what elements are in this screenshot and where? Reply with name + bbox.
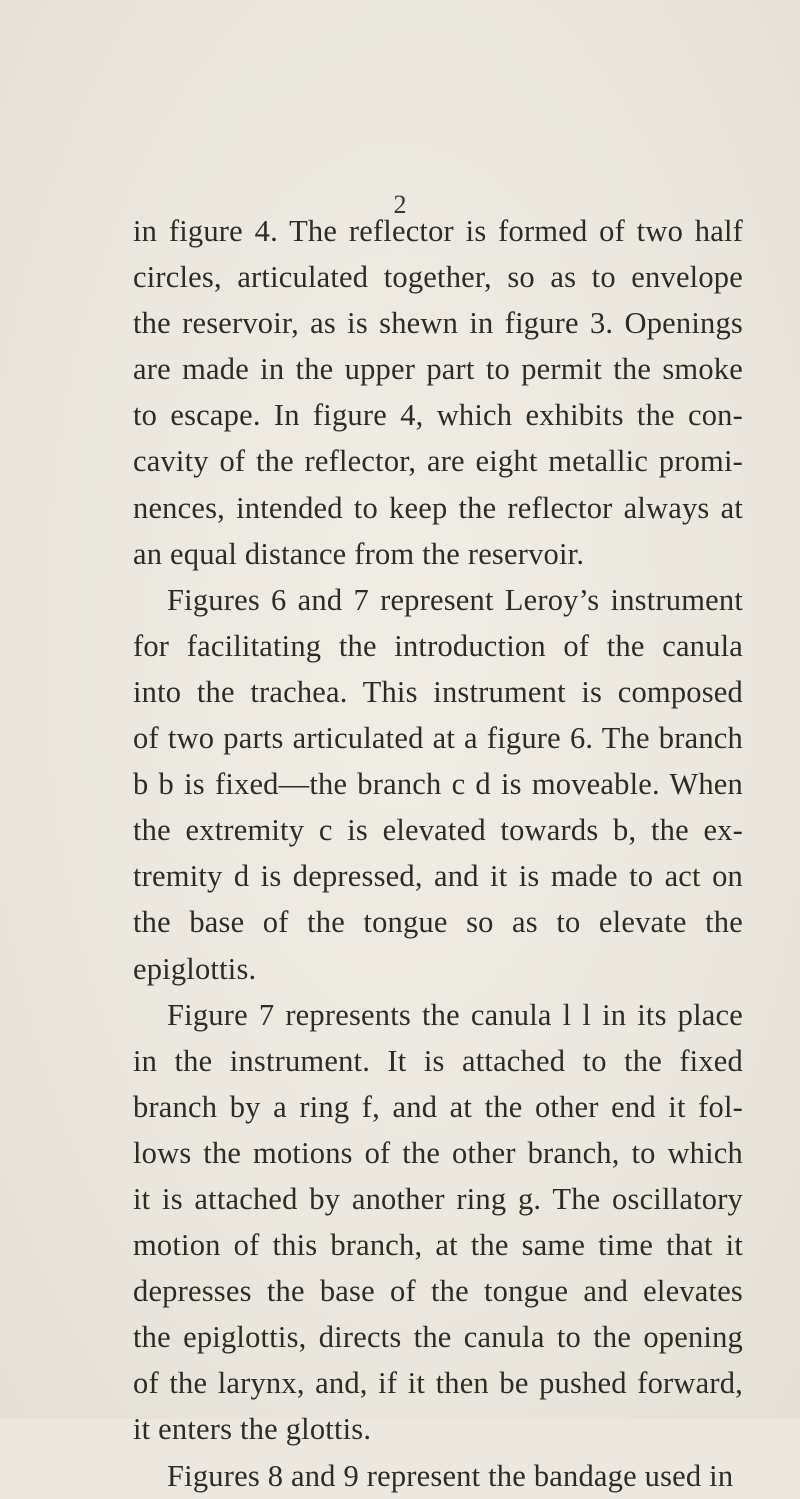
text-line: are made in the upper part to permit the smoke: [133, 352, 743, 387]
text-line: motion of this branch, at the same time that it: [133, 1228, 743, 1263]
text-line: in the instrument. It is attached to the fixed: [133, 1043, 743, 1078]
text-line: circles, articulated together, so as to envelope: [133, 260, 743, 295]
body-text: [133, 208, 743, 1499]
text-line: epiglottis.: [133, 951, 257, 986]
text-line: depresses the base of the tongue and elevates: [133, 1274, 743, 1309]
text-line: for facilitating the introduction of the canula: [133, 628, 743, 663]
text-line: it enters the glottis.: [133, 1412, 372, 1447]
text-line: cavity of the reflector, are eight metallic promi-: [133, 444, 743, 479]
page-number: 2: [393, 190, 407, 219]
text-line: branch by a ring f, and at the other end it fol-: [133, 1089, 743, 1124]
text-line: of two parts articulated at a figure 6. The branch: [133, 721, 743, 756]
text-line: tremity d is depressed, and it is made to act on: [133, 859, 743, 894]
text-line: Figures 8 and 9 represent the bandage used in: [167, 1458, 734, 1493]
text-line: it is attached by another ring g. The oscillatory: [133, 1181, 743, 1216]
text-line: an equal distance from the reservoir.: [133, 536, 585, 571]
text-line: b b is fixed—the branch c d is moveable. When: [133, 767, 743, 802]
text-line: the reservoir, as is shewn in figure 3. Openings: [133, 306, 743, 341]
text-line: of the larynx, and, if it then be pushed forward,: [133, 1366, 743, 1401]
text-line: the epiglottis, directs the canula to the opening: [133, 1320, 743, 1355]
text-line: Figure 7 represents the canula l l in its place: [167, 997, 743, 1032]
text-line: to escape. In figure 4, which exhibits the con-: [133, 398, 743, 433]
text-line: nences, intended to keep the reflector always at: [133, 490, 743, 525]
text-line: lows the motions of the other branch, to which: [133, 1135, 743, 1170]
text-line: into the trachea. This instrument is composed: [133, 674, 743, 709]
text-line: in figure 4. The reflector is formed of two half: [133, 214, 743, 248]
text-line: the extremity c is elevated towards b, the ex-: [133, 813, 743, 848]
text-line: Figures 6 and 7 represent Leroy’s instrument: [167, 582, 743, 617]
text-line: the base of the tongue so as to elevate the: [133, 905, 743, 940]
